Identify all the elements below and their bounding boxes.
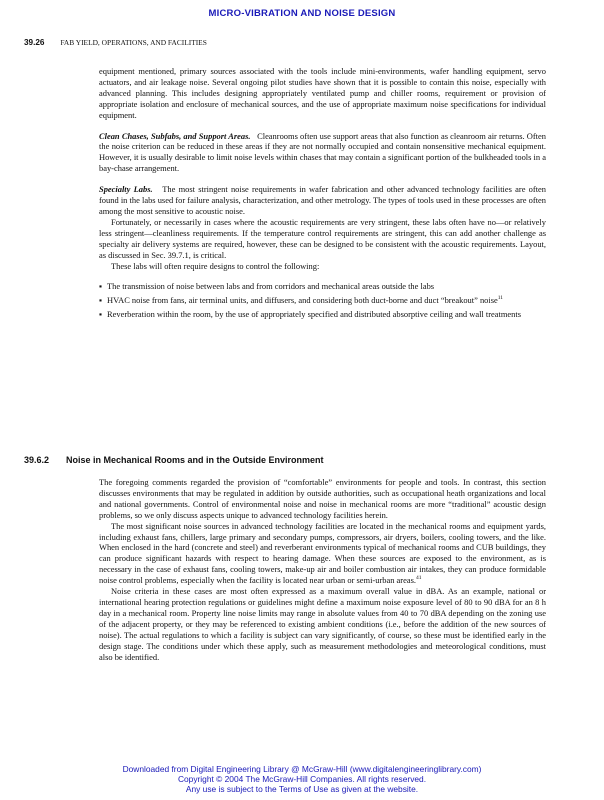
paragraph: The foregoing comments regarded the provision of “comfortable” environments for people and tools. In contrast, this section discusses environments that may be regulated in addition by outside authorities, such as occupational heath organizations and local and national governments. Control of environmental noise and noise in mechanical rooms are more “traditional” acoustic design problems, so we only discuss aspects unique to advanced technology facilities herein. (99, 477, 546, 520)
section-number: 39.6.2 (24, 455, 50, 465)
section-title: Noise in Mechanical Rooms and in the Outside Environment (66, 455, 324, 465)
reference-superscript: 41 (416, 575, 422, 582)
paragraph: equipment mentioned, primary sources associated with the tools include mini-environments, wafer handling equipment, servo actuators, and air leakage noise. Several ongoing pilot studies have shown that it is possible to contain this noise, especially with advanced planning. This includes designing appropriately ventilated pump and chiller rooms, requirement or provision of appropriate isolation and enclosure of mechanical sources, and the use of appropriate maximum noise specifications for individual equipment. (99, 66, 546, 120)
list-item (99, 281, 546, 292)
bullet-marker: ▪ (99, 295, 102, 306)
list-item-text: The transmission of noise between labs and from corridors and mechanical areas outside the labs (107, 281, 435, 292)
paragraph-specialty-labs (99, 184, 546, 217)
reference-superscript: 11 (497, 295, 504, 302)
list-item-text: Reverberation within the room, by the use of appropriately specified and distributed absorptive ceiling and wall treatments (107, 309, 522, 320)
paragraph-clean-chases (99, 131, 546, 175)
download-footer (0, 764, 604, 794)
footer-line: Copyright © 2004 The McGraw-Hill Companies. All rights reserved. (177, 774, 427, 784)
section-heading (24, 455, 564, 465)
run-in-heading: Specialty Labs. (99, 184, 153, 195)
running-head (24, 38, 584, 47)
list-item (99, 309, 546, 320)
run-in-heading: Clean Chases, Subfabs, and Support Areas. (99, 130, 251, 141)
body-text-upper (99, 66, 546, 323)
body-text-lower (99, 477, 546, 662)
paragraph-text: The most stringent noise requirements in wafer fabrication and other advanced technology facilities are often found in the labs used for failure analysis, characterization, and other metrology. The types of tools used in these processes are often among the most sensitive to acoustic noise. (99, 184, 546, 216)
bullet-list (99, 281, 546, 320)
list-item-text: HVAC noise from fans, air terminal units, and diffusers, and considering both duct-borne and duct “breakout” noise (107, 295, 498, 306)
footer-line: Any use is subject to the Terms of Use as given at the website. (185, 784, 419, 794)
paragraph-text: Cleanrooms often use support areas that also function as cleanroom air returns. Often the noise criterion can be reduced in these areas if they are not normally occupied and contain nonsensitive mechanical equipment. However, it is usually desirable to limit noise levels within chases that may contain a significant portion of the bulkheaded tools in a bay-chase arrangement. (99, 130, 546, 174)
paragraph: These labs will often require designs to control the following: (111, 260, 320, 271)
paragraph: Noise criteria in these cases are most often expressed as a maximum overall value in dBA. As an example, national or international hearing protection regulations or guidelines might define a maximum noise exposure level of 80 to 90 dBA for an 8 h day in a mechanical room. Property line noise limits may range in absolute values from 40 to 70 dBA depending on the zoning use of the adjacent property, or they may be referenced to existing ambient conditions (i.e., before the addition of the new sources of noise). The actual regulations to which a facility is subject can vary significantly, of course, so these must be identified early in the design stage. The conditions under which these apply, such as measurement methodologies and meteorological conditions, must also be identified. (99, 586, 546, 662)
page-number: 39.26 (24, 38, 45, 47)
chapter-banner: MICRO-VIBRATION AND NOISE DESIGN (208, 8, 396, 19)
footer-line: Downloaded from Digital Engineering Library @ McGraw-Hill (www.digitalengineeringlibrary.com) (122, 764, 482, 774)
paragraph (99, 521, 546, 586)
running-head-title: FAB YIELD, OPERATIONS, AND FACILITIES (60, 38, 207, 47)
bullet-marker: ▪ (99, 309, 102, 320)
bullet-marker: ▪ (99, 281, 102, 292)
paragraph-text: The most significant noise sources in advanced technology facilities are located in the mechanical rooms and equipment yards, including exhaust fans, chillers, large primary and secondary pumps, compressors, air dryers, boilers, cooling towers, and the like. When enclosed in the hard (concrete and steel) and reverberant environments typical of mechanical rooms and CUB buildings, they can produce significant hazards with respect to hearing damage. When these sources are exposed to the environment, as is necessary in the case of exhaust fans, cooling towers, make-up air and boiler combustion air intakes, they can produce formidable noise control problems, especially when the facility is located near urban or semi-urban areas. (99, 520, 546, 586)
paragraph: Fortunately, or necessarily in cases where the acoustic requirements are very stringent, these labs often have no—or relatively less stringent—cleanliness requirements. If the temperature control requirements are stringent, this can add another challenge as specialty air delivery systems are required, however, these can be designed to be consistent with the acoustic requirements. Layout, as discussed in Sec. 39.7.1, is critical. (99, 216, 546, 260)
list-item (99, 295, 546, 306)
